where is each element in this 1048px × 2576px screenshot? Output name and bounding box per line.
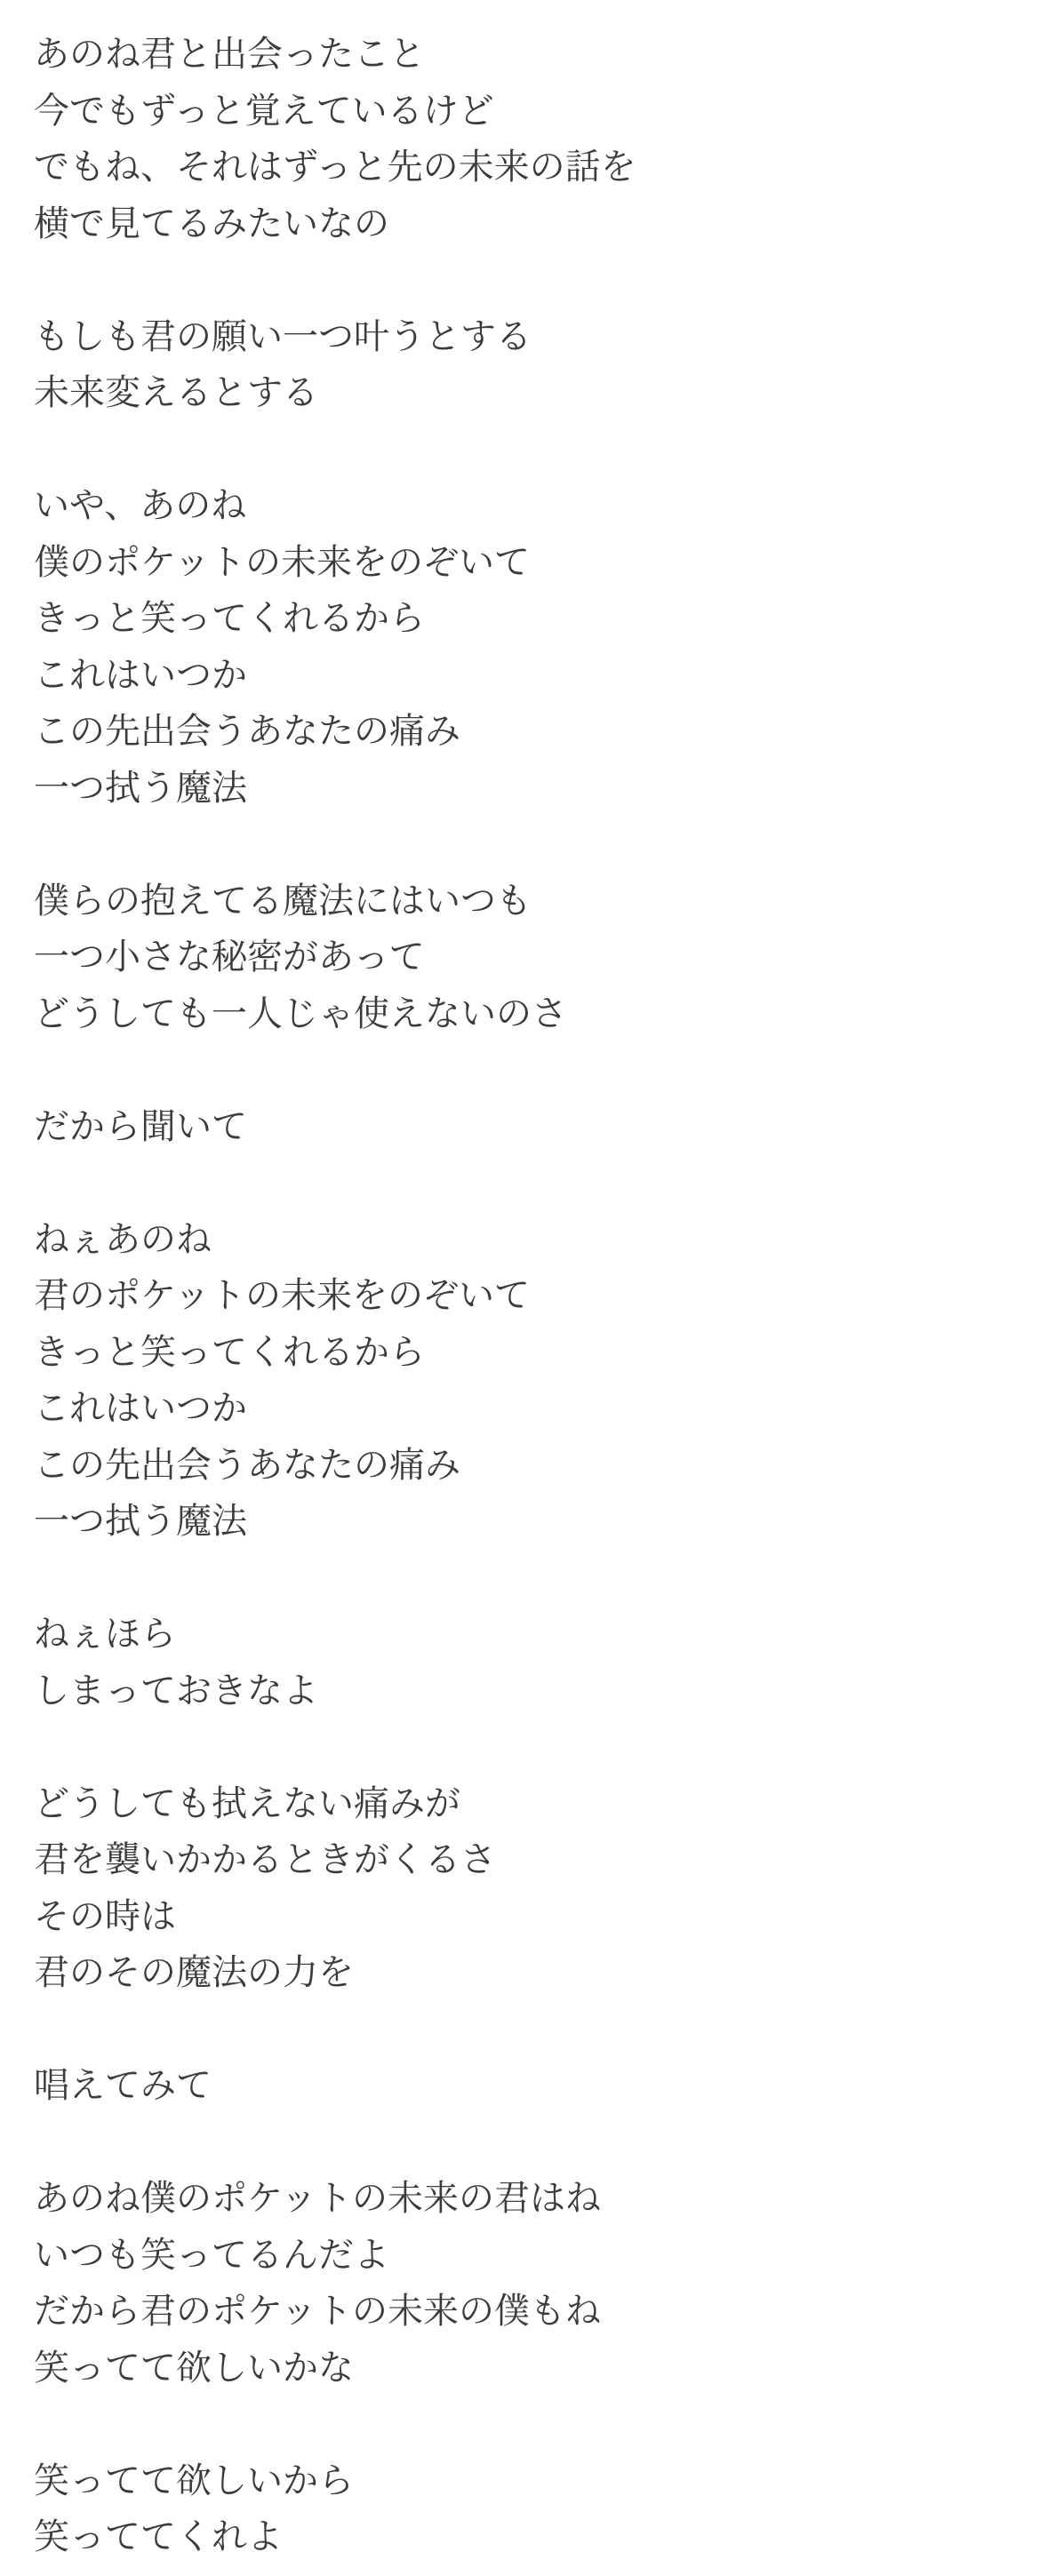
stanza	[34, 309, 1012, 422]
stanza	[34, 1607, 1012, 1719]
lyric-line: 君を襲いかかるときがくるさ	[34, 1839, 496, 1880]
lyrics-text-block	[34, 27, 1012, 2566]
lyric-line: この先出会うあなたの痛み	[34, 711, 460, 752]
lyric-line: 唱えてみて	[34, 2065, 212, 2106]
lyric-line: その時は	[34, 1895, 176, 1937]
stanza	[34, 478, 1012, 817]
lyric-line: 僕のポケットの未来をのぞいて	[34, 541, 530, 583]
lyric-line: でもね、それはずっと先の未来の話を	[34, 147, 636, 187]
lyric-line: あのね君と出会ったこと	[34, 34, 425, 75]
lyric-line: 今でもずっと覚えているけど	[34, 90, 494, 132]
lyric-line: だから聞いて	[34, 1105, 247, 1147]
lyric-line: これはいつか	[34, 654, 247, 696]
lyric-line: きっと笑ってくれるから	[34, 598, 425, 639]
lyric-line: いや、あのね	[34, 485, 247, 526]
lyric-line: あのね僕のポケットの未来の君はね	[34, 2178, 601, 2219]
lyric-line: 一つ小さな秘密があって	[34, 937, 425, 977]
stanza	[34, 1099, 1012, 1156]
stanza	[34, 1212, 1012, 1551]
stanza	[34, 2453, 1012, 2566]
lyric-line: 笑ってて欲しいから	[34, 2460, 354, 2501]
lyric-line: 未来変えるとする	[34, 372, 318, 413]
lyric-line: 一つ拭う魔法	[34, 767, 247, 809]
stanza	[34, 873, 1012, 1043]
stanza	[34, 27, 1012, 252]
lyric-line: 僕らの抱えてる魔法にはいつも	[34, 880, 532, 921]
lyric-line: 笑っててくれよ	[34, 2516, 283, 2557]
lyric-line: 君のその魔法の力を	[34, 1952, 354, 1993]
lyric-line: もしも君の願い一つ叶うとする	[34, 315, 532, 357]
lyric-line: 笑ってて欲しいかな	[34, 2347, 354, 2389]
lyric-line: いつも笑ってるんだよ	[34, 2234, 389, 2276]
lyric-line: どうしても拭えない痛みが	[34, 1782, 460, 1824]
lyric-line: だから君のポケットの未来の僕もね	[34, 2291, 601, 2332]
lyric-line: 君のポケットの未来をのぞいて	[34, 1275, 530, 1316]
lyric-line: 横で見てるみたいなの	[34, 203, 389, 244]
lyric-line: これはいつか	[34, 1388, 247, 1429]
lyric-line: ねぇあのね	[34, 1218, 212, 1260]
lyric-line: しまっておきなよ	[34, 1670, 318, 1711]
lyric-line: どうしても一人じゃ使えないのさ	[34, 993, 567, 1034]
lyric-line: ねぇほら	[34, 1614, 176, 1655]
stanza	[34, 2171, 1012, 2397]
lyric-line: きっと笑ってくれるから	[34, 1331, 425, 1373]
stanza	[34, 2058, 1012, 2115]
stanza	[34, 1776, 1012, 2002]
lyric-line: この先出会うあなたの痛み	[34, 1444, 460, 1486]
lyric-line: 一つ拭う魔法	[34, 1501, 247, 1542]
